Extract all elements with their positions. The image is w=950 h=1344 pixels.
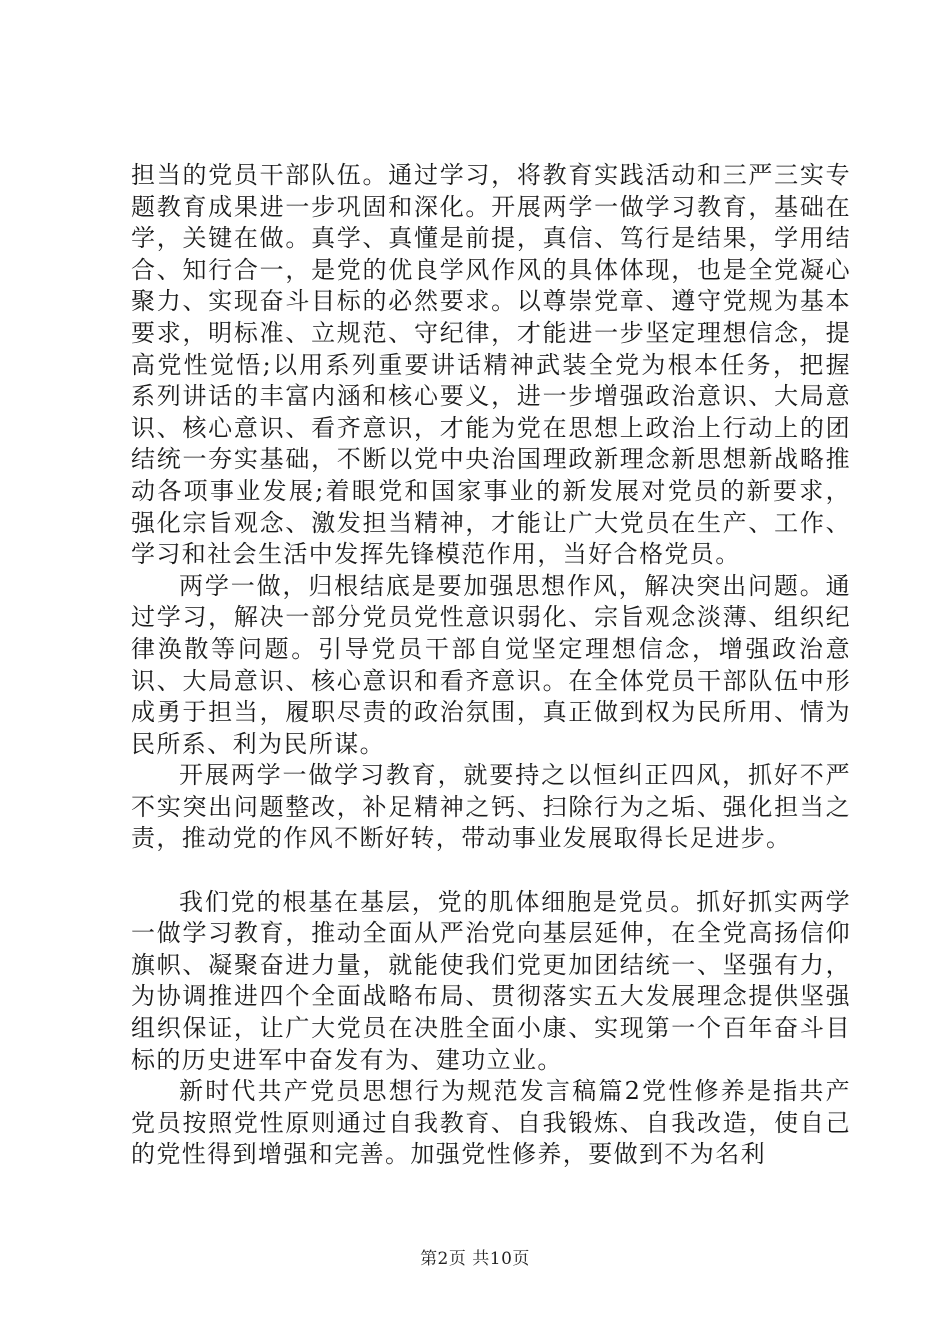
body-paragraph-1: 担当的党员干部队伍。通过学习，将教育实践活动和三严三实专题教育成果进一步巩固和深化。开展两学一做学习教育，基础在学，关键在做。真学、真懂是前提，真信、笃行是结果，学用结合、知行合一，是党的优良学风作风的具体体现，也是全党凝心聚力、实现奋斗目标的必然要求。以尊崇党章、遵守党规为基本要求，明标准、立规范、守纪律，才能进一步坚定理想信念，提高党性觉悟;以用系列重要讲话精神武装全党为根本任务，把握系列讲话的丰富内涵和核心要义，进一步增强政治意识、大局意识、核心意识、看齐意识，才能为党在思想上政治上行动上的团结统一夯实基础，不断以党中央治国理政新理念新思想新战略推动各项事业发展;着眼党和国家事业的新发展对党员的新要求，强化宗旨观念、激发担当精神，才能让广大党员在生产、工作、学习和社会生活中发挥先锋模范作用，当好合格党员。 [131, 161, 851, 569]
paragraph-spacer [131, 855, 851, 887]
body-paragraph-5: 新时代共产党员思想行为规范发言稿篇2党性修养是指共产党员按照党性原则通过自我教育、自我锻炼、自我改造，使自己的党性得到增强和完善。加强党性修养，要做到不为名利 [131, 1077, 851, 1169]
body-paragraph-2: 两学一做，归根结底是要加强思想作风，解决突出问题。通过学习，解决一部分党员党性意识弱化、宗旨观念淡薄、组织纪律涣散等问题。引导党员干部自觉坚定理想信念，增强政治意识、大局意识、核心意识和看齐意识。在全体党员干部队伍中形成勇于担当，履职尽责的政治氛围，真正做到权为民所用、情为民所系、利为民所谋。 [131, 571, 851, 758]
document-body [131, 160, 851, 1171]
body-paragraph-4: 我们党的根基在基层，党的肌体细胞是党员。抓好抓实两学一做学习教育，推动全面从严治党向基层延伸，在全党高扬信仰旗帜、凝聚奋进力量，就能使我们党更加团结统一、坚强有力，为协调推进四个全面战略布局、贯彻落实五大发展理念提供坚强组织保证，让广大党员在决胜全面小康、实现第一个百年奋斗目标的历史进军中奋发有为、建功立业。 [131, 887, 851, 1074]
page-number-footer: 第2页 共10页 [420, 1249, 530, 1269]
body-paragraph-3: 开展两学一做学习教育，就要持之以恒纠正四风，抓好不严不实突出问题整改，补足精神之钙、扫除行为之垢、强化担当之责，推动党的作风不断好转，带动事业发展取得长足进步。 [131, 761, 851, 853]
